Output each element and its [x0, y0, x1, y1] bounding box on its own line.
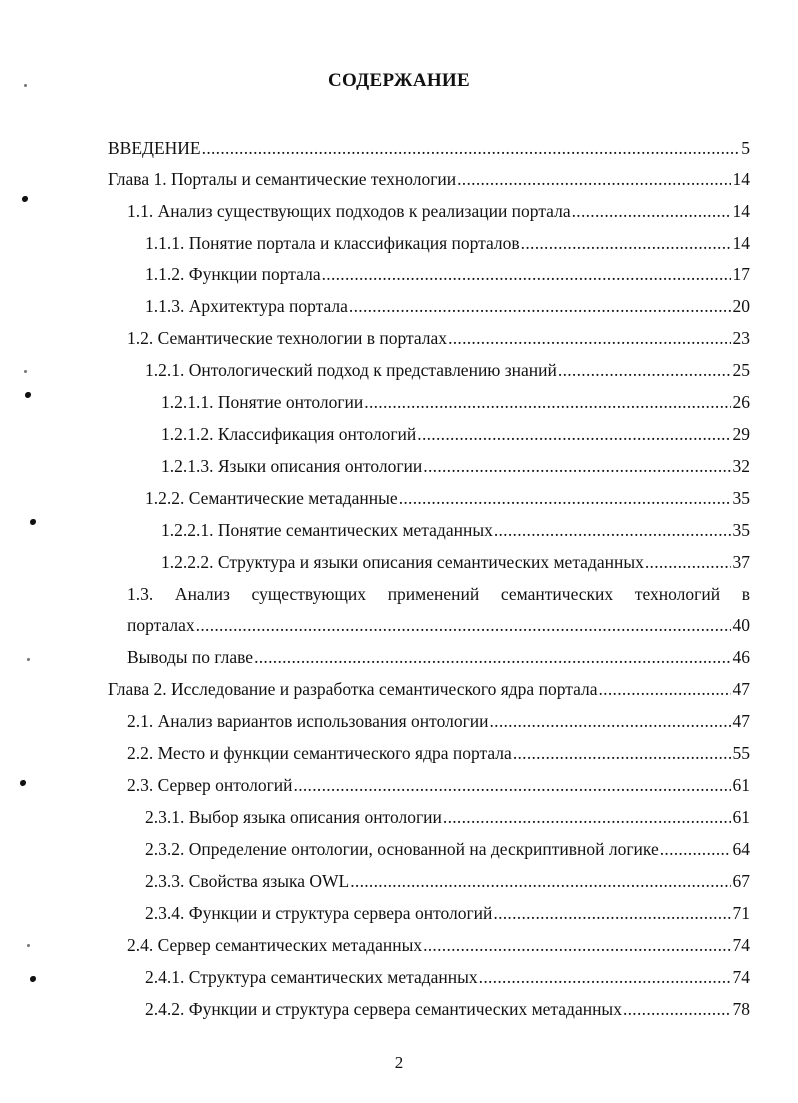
toc-entry	[127, 646, 750, 668]
toc-entry	[161, 391, 750, 413]
toc-entry-page: 74	[732, 967, 750, 987]
toc-entry-label: Выводы по главе	[127, 647, 254, 667]
toc-entry-page: 67	[732, 871, 750, 891]
toc-entry	[127, 200, 750, 222]
toc-leader-dots	[645, 551, 731, 573]
toc-entry-page: 17	[732, 264, 750, 284]
scan-speck	[27, 944, 30, 947]
page-title: СОДЕРЖАНИЕ	[328, 70, 470, 91]
toc-entry	[127, 710, 750, 732]
toc-entry	[127, 934, 750, 956]
toc-entry	[127, 742, 750, 764]
toc-entry-label: 1.1.1. Понятие портала и классификация порталов	[145, 233, 520, 253]
toc-leader-dots	[196, 614, 731, 636]
toc-entry	[145, 359, 750, 381]
toc-entry-page: 14	[732, 169, 750, 189]
toc-entry-label: 1.1.2. Функции портала	[145, 264, 321, 284]
toc-entry-page: 61	[732, 807, 750, 827]
toc-entry	[108, 678, 750, 700]
toc-entry-label: 2.4.1. Структура семантических метаданных	[145, 967, 478, 987]
toc-entry	[161, 519, 750, 541]
toc-leader-dots	[399, 487, 731, 509]
scan-speck	[30, 519, 36, 525]
toc-entry-label: 2.4. Сервер семантических метаданных	[127, 935, 423, 955]
toc-leader-dots	[493, 902, 730, 924]
toc-entry-label: 1.2.1. Онтологический подход к представлению знаний	[145, 360, 557, 380]
scan-speck	[24, 370, 27, 373]
toc-leader-dots	[417, 423, 730, 445]
toc-entry-page: 35	[732, 520, 750, 540]
toc-entry	[145, 838, 750, 860]
toc-entry-page: 74	[732, 935, 750, 955]
toc-entry-page: 35	[732, 488, 750, 508]
toc-entry	[145, 806, 750, 828]
toc-leader-dots	[494, 519, 731, 541]
scan-speck	[30, 976, 36, 982]
toc-entry-label: 2.3.3. Свойства языка OWL	[145, 871, 350, 891]
toc-leader-dots	[521, 232, 731, 254]
toc-entry-page: 14	[732, 201, 750, 221]
toc-leader-dots	[254, 646, 730, 668]
toc-entry	[161, 455, 750, 477]
toc-entry	[145, 263, 750, 285]
toc-leader-dots	[349, 295, 731, 317]
toc-entry-label: 1.2.2. Семантические метаданные	[145, 488, 398, 508]
scan-speck	[27, 658, 30, 661]
toc-leader-dots	[479, 966, 731, 988]
toc-entry-page: 47	[732, 679, 750, 699]
scan-speck	[22, 196, 28, 202]
toc-entry-page: 46	[732, 647, 750, 667]
toc-leader-dots	[322, 263, 731, 285]
toc-entry-page: 29	[732, 424, 750, 444]
toc-entry-label: 1.2.1.2. Классификация онтологий	[161, 424, 417, 444]
toc-entry-page: 32	[732, 456, 750, 476]
toc-leader-dots	[513, 742, 731, 764]
toc-entry-label: ВВЕДЕНИЕ	[108, 138, 201, 158]
toc-entry-page: 61	[732, 775, 750, 795]
toc-entry-page: 14	[732, 233, 750, 253]
toc-leader-dots	[489, 710, 730, 732]
toc-entry-label: 2.4.2. Функции и структура сервера семантических метаданных	[145, 999, 622, 1019]
toc-entry	[161, 551, 750, 573]
toc-entry-page: 5	[741, 138, 750, 158]
toc-leader-dots	[294, 774, 731, 796]
toc-leader-dots	[623, 998, 731, 1020]
toc-entry-page: 47	[732, 711, 750, 731]
toc-entry-label: 1.2.2.1. Понятие семантических метаданных	[161, 520, 493, 540]
toc-entry-label: Глава 1. Порталы и семантические технологии	[108, 169, 457, 189]
toc-leader-dots	[660, 838, 731, 860]
toc-entry	[108, 137, 750, 159]
toc-entry-page: 64	[732, 839, 750, 859]
toc-entry-label: 1.2.1.3. Языки описания онтологии	[161, 456, 423, 476]
toc-entry-page: 25	[732, 360, 750, 380]
toc-entry	[127, 774, 750, 796]
toc-entry-label: 1.2. Семантические технологии в порталах	[127, 328, 448, 348]
toc-entry-label: порталах	[127, 615, 195, 635]
toc-entry	[161, 423, 750, 445]
toc-entry	[145, 998, 750, 1020]
toc-entry	[108, 168, 750, 190]
toc-entry	[145, 966, 750, 988]
toc-entry-label: 2.3. Сервер онтологий	[127, 775, 293, 795]
toc-entry-label: Глава 2. Исследование и разработка семантического ядра портала	[108, 679, 598, 699]
toc-entry	[145, 870, 750, 892]
toc-entry-label: 2.3.1. Выбор языка описания онтологии	[145, 807, 442, 827]
toc-entry-label: 1.1. Анализ существующих подходов к реализации портала	[127, 201, 571, 221]
toc-leader-dots	[423, 455, 730, 477]
toc-entry	[145, 902, 750, 924]
toc-entry-wrapped-line: 1.3. Анализ существующих применений семантических технологий в	[127, 584, 750, 604]
toc-entry-label: 1.1.3. Архитектура портала	[145, 296, 348, 316]
toc-entry-label: 1.2.1.1. Понятие онтологии	[161, 392, 364, 412]
toc-leader-dots	[572, 200, 731, 222]
toc-leader-dots	[364, 391, 730, 413]
toc-leader-dots	[202, 137, 740, 159]
toc-entry-label: 2.3.2. Определение онтологии, основанной на дескриптивной логике	[145, 839, 659, 859]
toc-entry-page: 55	[732, 743, 750, 763]
toc-entry	[145, 232, 750, 254]
toc-entry-page: 37	[732, 552, 750, 572]
toc-leader-dots	[448, 327, 730, 349]
toc-entry-page: 20	[732, 296, 750, 316]
toc-leader-dots	[443, 806, 731, 828]
toc-leader-dots	[423, 934, 730, 956]
toc-leader-dots	[457, 168, 730, 190]
page-number: 2	[394, 1053, 404, 1072]
toc-entry-label: 1.2.2.2. Структура и языки описания семантических метаданных	[161, 552, 644, 572]
toc-entry-page: 71	[732, 903, 750, 923]
scan-speck	[20, 780, 26, 786]
toc-entry	[145, 487, 750, 509]
toc-entry-page: 40	[732, 615, 750, 635]
toc-entry-page: 78	[732, 999, 750, 1019]
toc-entry	[127, 327, 750, 349]
scan-speck	[25, 392, 31, 398]
toc-entry	[127, 614, 750, 636]
toc-leader-dots	[558, 359, 731, 381]
toc-entry-page: 26	[732, 392, 750, 412]
toc-leader-dots	[350, 870, 730, 892]
toc-entry-label: 2.1. Анализ вариантов использования онтологии	[127, 711, 489, 731]
toc-entry	[145, 295, 750, 317]
toc-leader-dots	[599, 678, 731, 700]
toc-entry-label: 2.2. Место и функции семантического ядра портала	[127, 743, 512, 763]
toc-entry-page: 23	[732, 328, 750, 348]
toc-entry-label: 2.3.4. Функции и структура сервера онтологий	[145, 903, 493, 923]
